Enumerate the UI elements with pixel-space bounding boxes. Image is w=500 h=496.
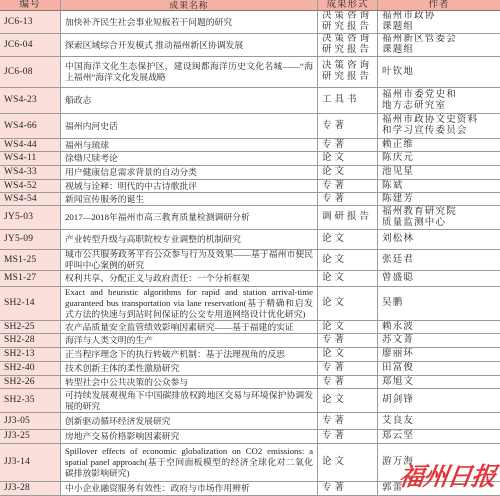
row-title-cell [61, 362, 318, 376]
row-title-cell [61, 444, 318, 482]
row-author-cell [378, 230, 500, 250]
row-author-text: 赖永波 [382, 321, 415, 332]
row-form-text: 调研报告 [322, 212, 373, 222]
header-author-label: 作者 [428, 0, 450, 10]
logo-lettering: 福州日报 [397, 464, 497, 491]
row-id-cell [0, 193, 61, 206]
row-author-cell [378, 152, 500, 166]
row-author-text: 游万海 [382, 457, 415, 467]
row-author-cell [378, 250, 500, 271]
row-author-cell [378, 430, 500, 444]
row-title-text: 用户健康信息需求背景的自动分类 [65, 167, 197, 177]
row-author-text: 刘松林 [382, 234, 415, 244]
row-id-cell [0, 11, 61, 34]
row-id-cell [0, 152, 61, 166]
row-title-cell [61, 482, 318, 496]
row-id-cell [0, 114, 61, 139]
row-form-cell [318, 34, 378, 57]
row-form-cell [318, 114, 378, 139]
row-author-cell [378, 334, 500, 348]
row-title-cell [61, 206, 318, 230]
row-title-cell [61, 152, 318, 166]
row-author-text: 郑旭文 [382, 376, 415, 387]
row-author-cell [378, 114, 500, 139]
row-author-cell [378, 321, 500, 334]
row-author-cell [378, 389, 500, 413]
row-title-text: Exact and heuristic algorithms for rapid and station arrival-time guaranteed bus transportation via lane reservation(基于精确和启发式方法的快速与到站时间保证的公交专用道网络设计优化研究) [65, 287, 313, 319]
row-title-text: 徐𤊹尺牍考论 [65, 153, 118, 163]
row-title-text: 创新驱动循环经济发展研究 [65, 415, 171, 426]
row-author-cell [378, 193, 500, 206]
row-form-cell [318, 57, 378, 88]
row-form-text: 专著 [322, 180, 348, 191]
row-title-cell [61, 287, 318, 321]
row-title-text: 船政志 [65, 95, 92, 105]
row-id-text: JJ3-14 [4, 457, 31, 467]
row-id-text: MS1-25 [4, 254, 37, 265]
row-form-text: 工具书 [322, 95, 360, 105]
row-id-text: WS4-44 [4, 139, 37, 150]
row-form-text: 决策咨询 研究报告 [322, 34, 373, 55]
row-title-text: 房地产交易价格影响因素研究 [65, 431, 180, 441]
row-form-cell [318, 334, 378, 348]
row-id-text: WS4-23 [4, 95, 37, 105]
row-author-cell [378, 206, 500, 230]
row-author-text: 张廷君 [382, 254, 415, 265]
row-title-text: 产业转型升级与高职院校专业调整的机制研究 [65, 234, 241, 244]
row-title-text: 正当程序理念下的执行转破产机制：基于法理视角的反思 [65, 349, 285, 359]
row-id-text: SH2-25 [4, 321, 35, 332]
row-author-cell [378, 362, 500, 376]
row-form-cell [318, 348, 378, 362]
row-form-cell [318, 166, 378, 180]
row-id-cell [0, 250, 61, 271]
row-author-cell [378, 180, 500, 193]
header-form-cell [318, 0, 378, 11]
row-author-text: 福州新区管委会 课题组 [382, 34, 457, 55]
row-form-text: 论文 [322, 321, 348, 332]
row-author-cell [378, 88, 500, 114]
row-title-text: 2017—2018年福州市高三教育质量检测调研分析 [65, 212, 250, 222]
row-title-cell [61, 11, 318, 34]
row-title-cell [61, 348, 318, 362]
row-author-text: 赖正维 [382, 139, 415, 150]
row-id-text: JJ3-25 [4, 431, 31, 441]
row-form-text: 专著 [322, 139, 348, 150]
row-title-cell [61, 430, 318, 444]
row-id-text: JC6-08 [4, 66, 33, 77]
row-title-cell [61, 57, 318, 88]
row-id-text: SH2-14 [4, 298, 35, 308]
row-form-text: 决策咨询 研究报告 [322, 11, 373, 32]
row-title-cell [61, 271, 318, 287]
header-id-label: 编号 [19, 0, 41, 10]
row-title-text: 城市公共服务政务平台公众参与行为及效果——基于福州市便民呼叫中心案例的研究 [65, 250, 313, 270]
row-id-text: SH2-40 [4, 363, 35, 373]
row-author-text: 福州市政协 课题组 [382, 11, 436, 32]
row-author-cell [378, 34, 500, 57]
row-id-cell [0, 334, 61, 348]
header-name-label: 成果名称 [169, 0, 209, 10]
row-form-text: 专著 [322, 376, 348, 387]
row-id-cell [0, 57, 61, 88]
row-title-cell [61, 114, 318, 139]
row-form-text: 专著 [322, 483, 348, 493]
row-title-cell [61, 166, 318, 180]
row-form-cell [318, 413, 378, 430]
row-form-text: 专著 [322, 120, 348, 131]
row-title-cell [61, 413, 318, 430]
row-author-text: 廖丽环 [382, 349, 415, 359]
row-id-text: JJ3-05 [4, 415, 31, 426]
row-author-text: 苏文菁 [382, 335, 415, 345]
row-id-cell [0, 271, 61, 287]
row-form-text: 专著 [322, 363, 348, 373]
row-id-text: JY5-03 [4, 212, 34, 222]
row-form-cell [318, 362, 378, 376]
row-form-cell [318, 389, 378, 413]
row-id-cell [0, 430, 61, 444]
row-id-cell [0, 376, 61, 389]
row-form-text: 论文 [322, 349, 348, 359]
row-author-cell [378, 444, 500, 482]
row-author-cell [378, 57, 500, 88]
row-author-cell [378, 166, 500, 180]
row-title-text: 新闻宣传服务的诞生 [65, 193, 145, 204]
row-author-cell [378, 139, 500, 152]
row-form-text: 论文 [322, 273, 348, 283]
row-title-text: 转型社会中公共决策的公众参与 [65, 376, 189, 387]
row-form-text: 论文 [322, 153, 348, 163]
row-author-text: 郑云坚 [382, 431, 415, 441]
row-id-text: JY5-09 [4, 234, 34, 244]
row-author-text: 胡剑锋 [382, 395, 415, 405]
row-id-cell [0, 88, 61, 114]
row-id-text: SH2-28 [4, 335, 35, 345]
row-form-cell [318, 430, 378, 444]
row-form-text: 专著 [322, 193, 348, 204]
row-author-text: 曾盛聪 [382, 273, 415, 283]
row-title-cell [61, 88, 318, 114]
row-title-cell [61, 230, 318, 250]
row-title-cell [61, 321, 318, 334]
row-id-cell [0, 287, 61, 321]
row-id-text: WS4-66 [4, 120, 37, 131]
row-title-cell [61, 139, 318, 152]
row-form-cell [318, 152, 378, 166]
row-id-cell [0, 413, 61, 430]
row-author-cell [378, 376, 500, 389]
row-title-cell [61, 180, 318, 193]
row-id-cell [0, 389, 61, 413]
header-id-cell [0, 0, 61, 11]
row-form-text: 论文 [322, 167, 348, 177]
row-author-text: 福州教育研究院 质量监测中心 [382, 206, 457, 228]
row-author-text: 郭蕾 [382, 483, 404, 493]
row-form-cell [318, 11, 378, 34]
row-id-cell [0, 34, 61, 57]
row-title-text: 中小企业融资服务有效性：政府与市场作用辨析 [65, 483, 250, 493]
header-name-cell [61, 0, 318, 11]
row-author-text: 福州市政协文史资料 和学习宣传委员会 [382, 115, 479, 136]
row-form-cell [318, 444, 378, 482]
row-id-text: JJ3-28 [4, 483, 31, 493]
row-author-text: 陈建芳 [382, 193, 415, 204]
row-title-text: 福州与琉球 [65, 139, 109, 150]
row-id-cell [0, 206, 61, 230]
row-form-cell [318, 180, 378, 193]
row-author-cell [378, 271, 500, 287]
row-id-text: WS4-33 [4, 167, 37, 177]
row-form-text: 专著 [322, 415, 348, 426]
row-id-text: WS4-11 [4, 153, 37, 163]
row-form-cell [318, 230, 378, 250]
row-author-text: 福州市委党史和 地方志研究室 [382, 89, 457, 111]
row-form-text: 决策咨询 研究报告 [322, 61, 373, 82]
row-id-cell [0, 482, 61, 496]
row-id-cell [0, 348, 61, 362]
row-title-cell [61, 250, 318, 271]
row-form-cell [318, 139, 378, 152]
row-author-text: 田富俊 [382, 363, 415, 373]
row-title-text: 海洋与人类文明的生产 [65, 335, 153, 345]
row-form-text: 论文 [322, 395, 348, 405]
row-form-cell [318, 88, 378, 114]
row-form-cell [318, 482, 378, 496]
row-id-text: SH2-26 [4, 376, 35, 387]
row-id-text: JC6-04 [4, 39, 33, 50]
header-form-label: 成果形式 [326, 0, 369, 10]
row-form-text: 专著 [322, 431, 348, 441]
row-form-text: 论文 [322, 298, 348, 308]
row-author-cell [378, 413, 500, 430]
row-id-text: SH2-13 [4, 349, 35, 359]
row-id-text: MS1-27 [4, 273, 37, 283]
row-form-text: 论文 [322, 254, 348, 265]
row-title-text: 权利共享、分配正义与政府责任：一个分析框架 [65, 273, 250, 283]
row-title-text: 技术创新主体的柔性激励研究 [65, 363, 180, 373]
row-author-cell [378, 482, 500, 496]
row-id-cell [0, 139, 61, 152]
row-title-text: 探索区域综合开发模式 推动福州新区协调发展 [65, 39, 244, 50]
row-title-text: 福州内河史话 [65, 120, 118, 131]
row-title-cell [61, 193, 318, 206]
row-id-text: WS4-52 [4, 180, 37, 191]
row-form-cell [318, 321, 378, 334]
row-title-text: 可持续发展观视角下中国碳排放权跨地区交易与环境保护协调发展的研究 [65, 389, 313, 411]
row-author-text: 池见星 [382, 167, 415, 177]
row-author-text: 艾良友 [382, 415, 415, 426]
row-title-text: 视域与诠释：明代的中古诗歌批评 [65, 180, 197, 191]
row-author-cell [378, 287, 500, 321]
row-form-text: 论文 [322, 457, 348, 467]
row-form-text: 专著 [322, 335, 348, 345]
row-form-cell [318, 287, 378, 321]
row-title-text: 中国海洋文化生态保护区，建设闽都海洋历史文化名城——“海上福州”海洋文化发展战略 [65, 61, 313, 82]
row-form-cell [318, 271, 378, 287]
row-author-text: 陈庆元 [382, 153, 415, 163]
row-id-cell [0, 321, 61, 334]
row-author-text: 吴鹏 [382, 298, 404, 308]
row-title-cell [61, 34, 318, 57]
row-title-cell [61, 334, 318, 348]
row-id-cell [0, 444, 61, 482]
row-id-text: WS4-54 [4, 193, 37, 204]
row-id-text: JC6-13 [4, 16, 33, 27]
row-title-text: Spillover effects of economic globalization on CO2 emissions: a spatial panel approach(基于空间面板模型的经济全球化对二氧化碳排放影响研究) [65, 446, 313, 478]
row-title-text: 农产品质量安全监管绩效影响因素研究——基于福建的实证 [65, 321, 294, 332]
row-id-cell [0, 180, 61, 193]
row-author-text: 陈斌 [382, 180, 404, 191]
row-id-cell [0, 230, 61, 250]
row-title-text: 加快补齐民生社会事业短板若干问题的研究 [65, 16, 233, 27]
row-id-cell [0, 166, 61, 180]
row-form-cell [318, 206, 378, 230]
row-author-cell [378, 11, 500, 34]
row-title-cell [61, 389, 318, 413]
header-author-cell [378, 0, 500, 11]
row-form-cell [318, 250, 378, 271]
row-author-cell [378, 348, 500, 362]
row-form-text: 论文 [322, 234, 348, 244]
row-id-cell [0, 362, 61, 376]
row-title-cell [61, 376, 318, 389]
row-id-text: SH2-35 [4, 395, 35, 405]
row-form-cell [318, 193, 378, 206]
row-author-text: 叶钦地 [382, 66, 415, 77]
row-form-cell [318, 376, 378, 389]
